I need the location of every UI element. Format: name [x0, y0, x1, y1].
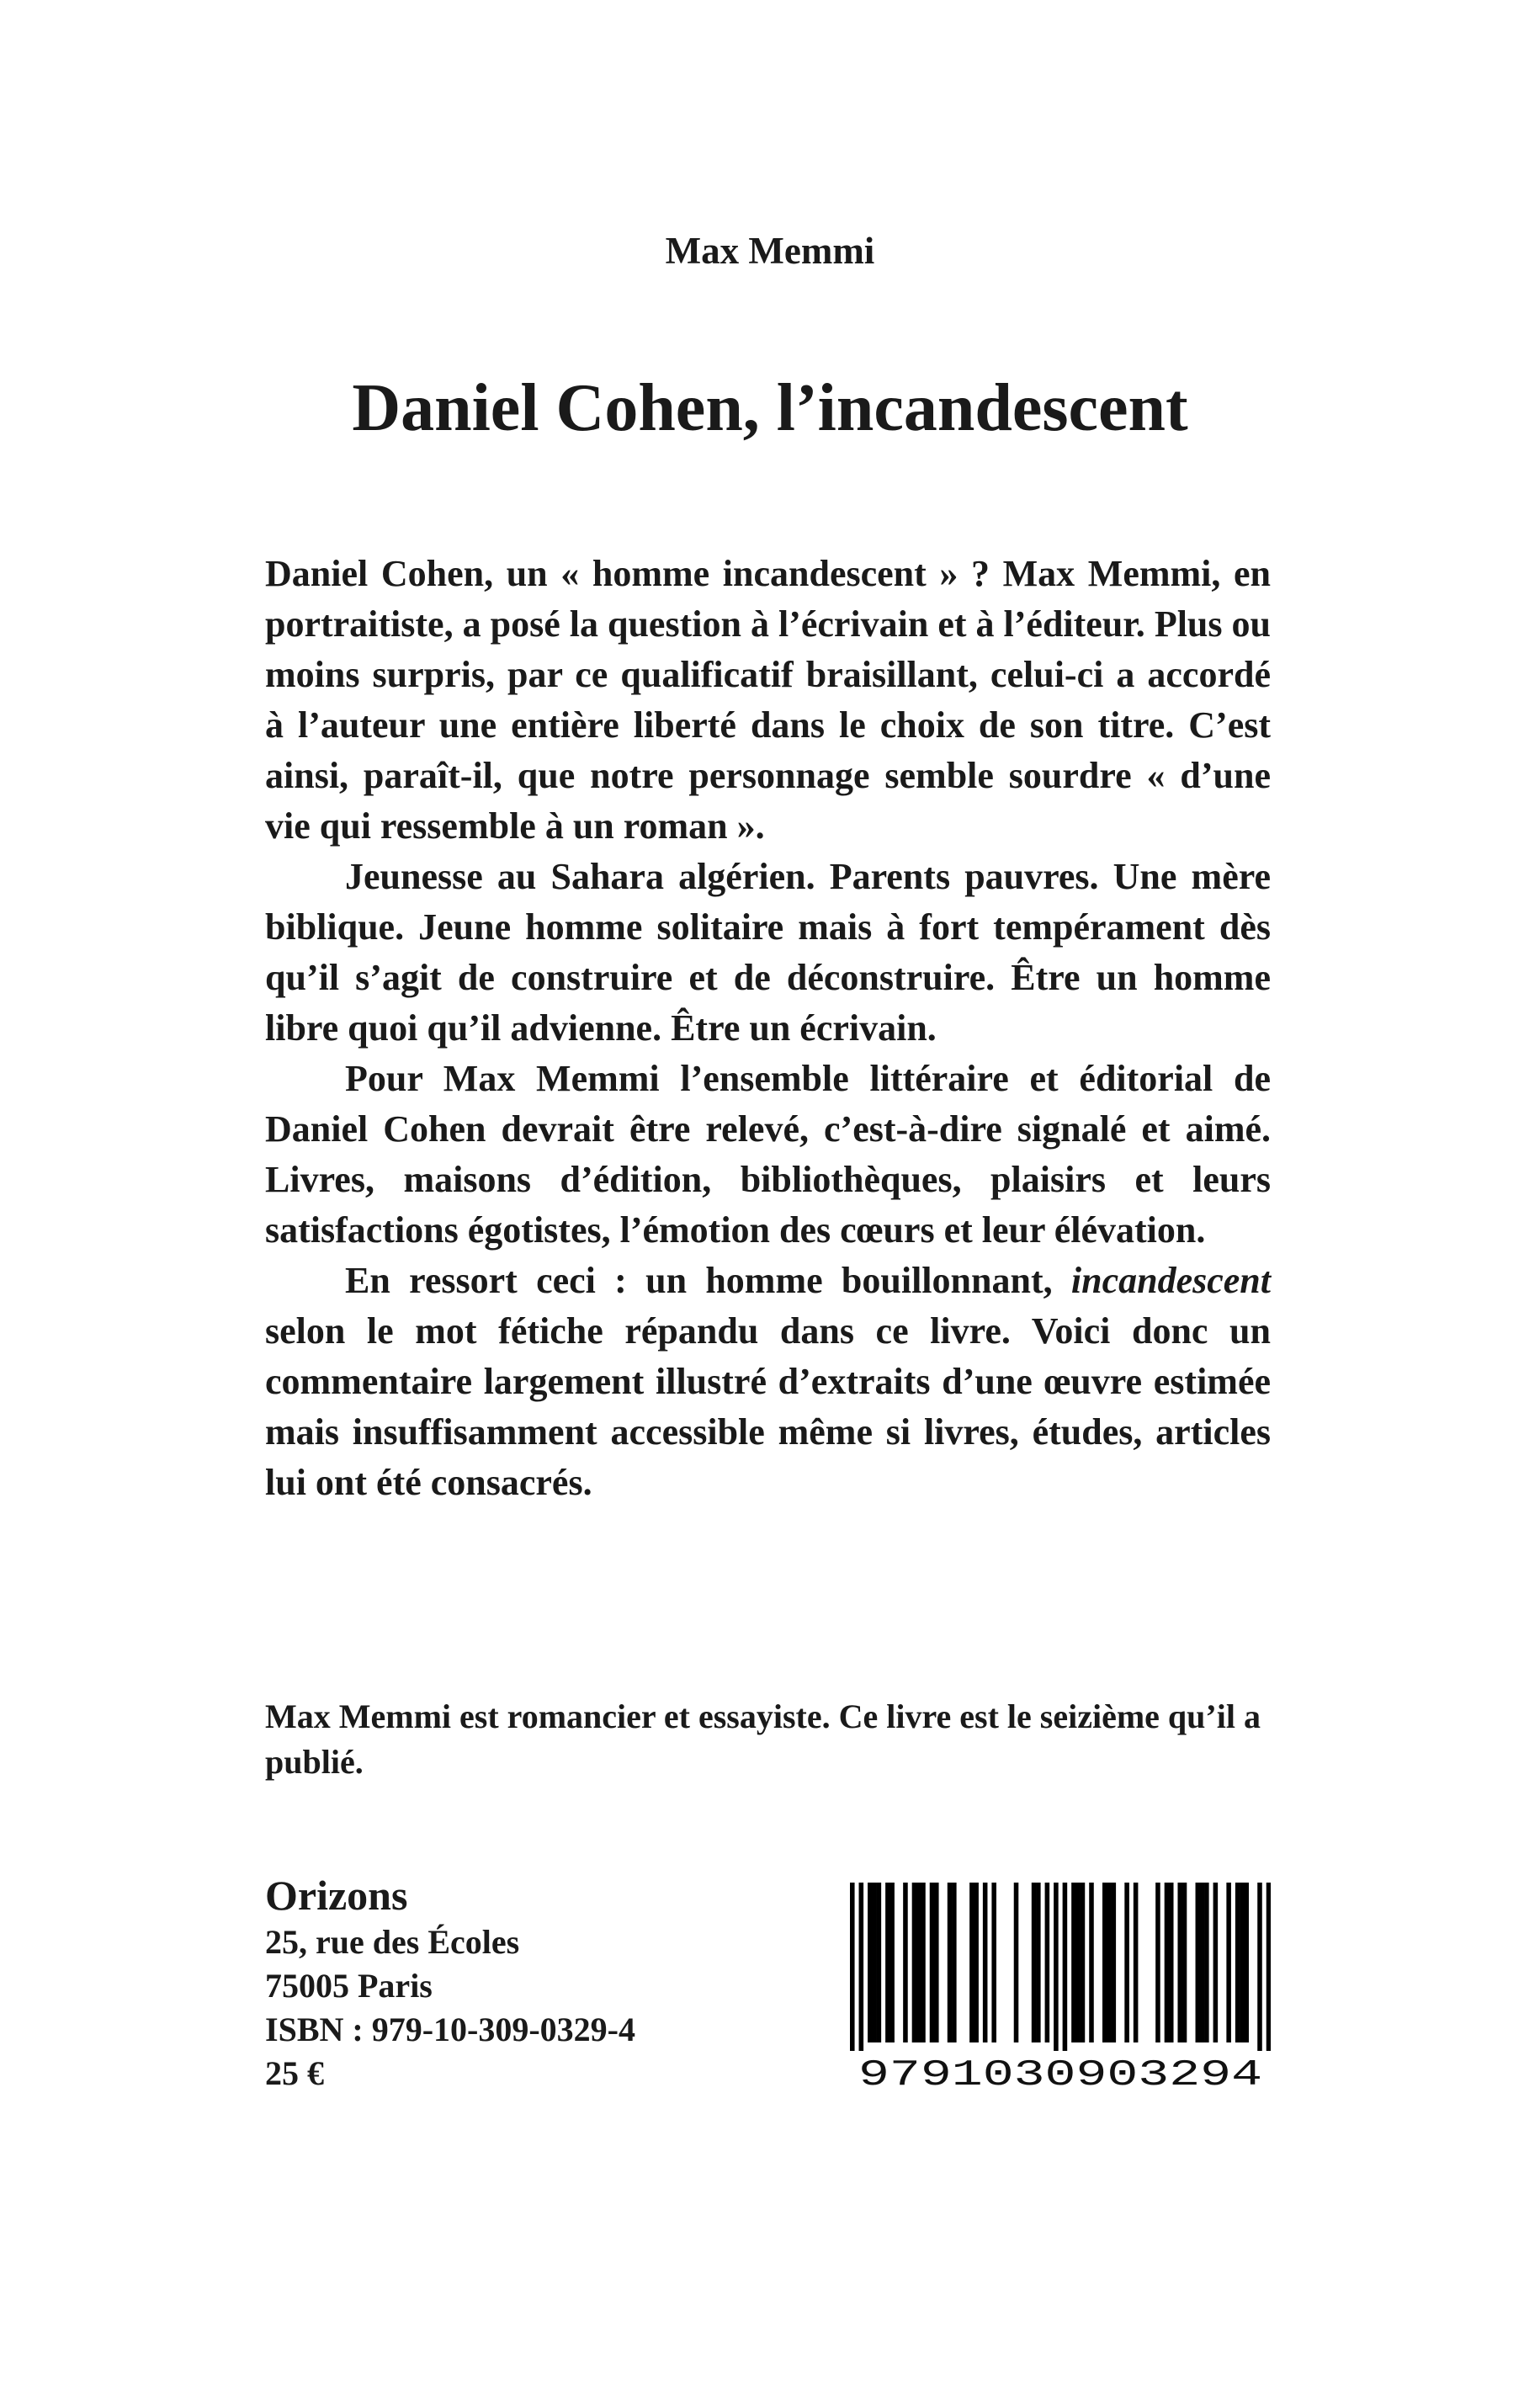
blurb-paragraph: Pour Max Memmi l’ensemble littéraire et éditorial de Daniel Cohen devrait être relevé, c’est-à-dire signalé et aimé. Livres, maisons d’édition, bibliothèques, plaisirs et leurs satisfactions égotistes, l’émotion des cœurs et leur élévation. [265, 1058, 1271, 1251]
barcode-bar [1102, 1883, 1107, 2042]
barcode-bar [1169, 1883, 1174, 2042]
barcode-bar [885, 1883, 890, 2042]
publisher-name: Orizons [265, 1872, 408, 1919]
barcode-bar [1075, 1883, 1081, 2042]
publisher-street: 25, rue des Écoles [265, 1923, 520, 1961]
barcode-bar [983, 1883, 988, 2042]
barcode-bar [1045, 1883, 1050, 2042]
barcode-bar [1213, 1883, 1219, 2042]
barcode-bar [1177, 1883, 1182, 2042]
book-title: Daniel Cohen, l’incandescent [352, 371, 1188, 445]
barcode-bar [1267, 1883, 1271, 2051]
barcode-bar [903, 1883, 908, 2042]
barcode-bar [1226, 1883, 1231, 2042]
author-name: Max Memmi [665, 230, 875, 272]
barcode-bar [948, 1883, 953, 2042]
barcode-bar [889, 1883, 895, 2042]
barcode-bar [1071, 1883, 1076, 2042]
blurb-paragraph: Jeunesse au Sahara algérien. Parents pauvres. Une mère biblique. Jeune homme solitaire mais à fort tempérament dès qu’il s’agit de construire et de déconstruire. Être un homme libre quoi qu’il advienne. Être un écrivain. [265, 856, 1271, 1049]
barcode-bar [1196, 1883, 1201, 2042]
barcode-bar [934, 1883, 939, 2042]
blurb-paragraph [265, 1256, 1271, 1508]
barcode-bar [1036, 1883, 1041, 2042]
blurb-text: En ressort ceci : un homme bouillonnant, [345, 1260, 1071, 1301]
barcode-bar [952, 1883, 957, 2042]
barcode-graphic [850, 1883, 1271, 2091]
barcode-bar [868, 1883, 873, 2042]
barcode-bar [1165, 1883, 1170, 2042]
barcode-bar [850, 1883, 855, 2051]
barcode-bar [991, 1883, 996, 2042]
barcode-bar [1244, 1883, 1249, 2042]
barcode-bar [974, 1883, 979, 2042]
barcode-digits: 9791030903294 [858, 2054, 1262, 2091]
barcode-bar [912, 1883, 917, 2042]
barcode-bar [1032, 1883, 1037, 2042]
isbn-barcode [850, 1883, 1271, 2091]
barcode-bar [1204, 1883, 1209, 2042]
barcode-bar [1054, 1883, 1059, 2051]
barcode-bar [1063, 1883, 1068, 2051]
barcode-bar [921, 1883, 926, 2042]
barcode-bar [872, 1883, 877, 2042]
blurb-text: selon le mot fétiche répandu dans ce livre. Voici donc un commentaire largement illustré d’extraits d’une œuvre estimée mais insuffisamment accessible même si livres, études, articles lui ont été consacrés. [265, 1310, 1271, 1503]
barcode-bar [1124, 1883, 1129, 2042]
barcode-bar [1182, 1883, 1187, 2042]
barcode-bar [969, 1883, 974, 2042]
publisher-block [265, 1870, 787, 2096]
back-cover-blurb [265, 549, 1271, 1508]
barcode-bar [1200, 1883, 1205, 2042]
barcode-bar [1257, 1883, 1262, 2051]
barcode-bar [859, 1883, 864, 2051]
blurb-paragraph: Daniel Cohen, un « homme incandescent » ? Max Memmi, en portraitiste, a posé la question à l’écrivain et à l’éditeur. Plus ou moins surpris, par ce qualificatif braisillant, celui-ci a accordé à l’auteur une entière liberté dans le choix de son titre. C’est ainsi, paraît-il, que notre personnage semble sourdre « d’une vie qui ressemble à un roman ». [265, 553, 1271, 847]
barcode-bar [1134, 1883, 1139, 2042]
price: 25 € [265, 2054, 324, 2092]
barcode-bar [1112, 1883, 1117, 2042]
barcode-bar [1155, 1883, 1160, 2042]
barcode-bar [916, 1883, 921, 2042]
barcode-bar [1240, 1883, 1245, 2042]
blurb-emphasis: incandescent [1070, 1260, 1271, 1301]
barcode-bar [1107, 1883, 1112, 2042]
barcode-bar [1014, 1883, 1019, 2042]
isbn-line: ISBN : 979-10-309-0329-4 [265, 2011, 635, 2048]
barcode-bar [877, 1883, 882, 2042]
barcode-bar [1089, 1883, 1094, 2042]
barcode-bar [1081, 1883, 1086, 2042]
barcode-bar [930, 1883, 935, 2042]
publisher-city: 75005 Paris [265, 1967, 433, 2005]
barcode-bar [1235, 1883, 1240, 2042]
author-bio: Max Memmi est romancier et essayiste. Ce livre est le seizième qu’il a publié. [265, 1697, 1261, 1781]
